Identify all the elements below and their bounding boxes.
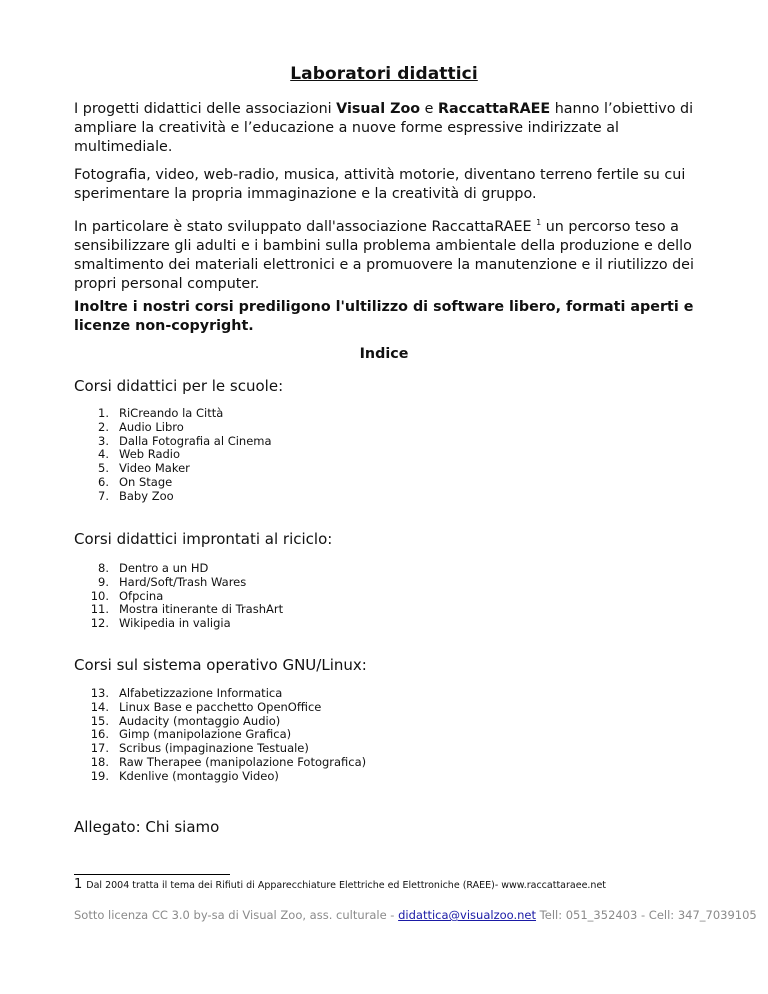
list-item-label: Audacity (montaggio Audio) [119,713,281,728]
index-heading: Indice [359,346,409,362]
list-item-label: Kdenlive (montaggio Video) [119,768,279,783]
list-item [90,741,366,756]
list-item [98,474,272,490]
footnote-text: Dal 2004 tratta il tema dei Rifiuti di Apparecchiature Elettriche ed Elettroniche (RAEE)- www.raccattaraee.net [86,880,607,891]
list-item-number: 19. [90,768,109,783]
list-item-number: 18. [90,754,109,769]
list-item-label: On Stage [119,474,173,489]
list-item-label: Linux Base e pacchetto OpenOffice [119,699,322,714]
course-list-linux [90,686,367,784]
raccattaraee-name: RaccattaRAEE [438,101,551,117]
list-item-number: 2. [98,419,109,434]
intro-3-text-a: In particolare è stato sviluppato dall'associazione RaccattaRAEE [74,219,537,235]
list-item-number: 11. [90,602,109,617]
list-item [98,461,272,476]
list-item-number: 8. [98,561,109,575]
footnote-ref: 1 [536,218,542,227]
visual-zoo-name: Visual Zoo [336,101,421,117]
intro-paragraph-2: Fotografia, video, web-radio, musica, attività motorie, diventano terreno fertile su cui sperimentare la propria immaginazione e la creatività di gruppo. [74,167,686,202]
list-item-label: Video Maker [119,461,190,476]
list-item [90,699,366,715]
list-item [90,727,366,742]
list-item-number: 6. [98,474,109,489]
list-item-number: 13. [90,686,109,700]
list-item [98,488,272,504]
list-item-label: Gimp (manipolazione Grafica) [119,727,292,742]
list-item-number: 14. [90,699,109,714]
list-item-label: Web Radio [119,447,181,462]
course-list-scuole [98,406,272,504]
list-item-number: 1. [98,406,109,420]
list-item-label: Dalla Fotografia al Cinema [119,433,272,448]
list-item-label: Dentro a un HD [119,561,209,575]
footnote [74,876,606,895]
list-item-number: 10. [90,588,109,603]
intro-1-text-b: e [420,101,438,117]
list-item [90,616,283,631]
list-item-number: 12. [90,616,109,631]
list-item-number: 5. [98,461,109,476]
list-item [98,574,283,590]
list-item-number: 4. [98,447,109,462]
list-item [90,713,366,729]
list-item [90,686,366,701]
list-item-number: 15. [90,713,109,728]
list-item [98,561,283,576]
footer-license-text: Sotto licenza CC 3.0 by-sa di Visual Zoo, ass. culturale - [74,908,399,922]
list-item-number: 3. [98,433,109,448]
footnote-number: 1 [74,877,83,892]
list-item-label: Ofpcina [119,588,164,603]
course-list-riciclo [90,561,284,631]
list-item [90,754,367,770]
intro-paragraph-1 [74,100,694,157]
list-item-label: Raw Therapee (manipolazione Fotografica) [119,754,367,769]
list-item [90,588,283,604]
intro-paragraph-3 [74,213,694,294]
list-item-label: Scribus (impaginazione Testuale) [119,741,309,756]
list-item-label: Baby Zoo [119,488,174,503]
list-item [90,768,366,784]
list-item-number: 17. [90,741,109,756]
list-item-label: RiCreando la Città [119,406,224,420]
intro-1-text-a: I progetti didattici delle associazioni [74,101,337,117]
page-title: Laboratori didattici [290,64,478,84]
list-item [98,447,272,462]
intro-paragraph-4: Inoltre i nostri corsi prediligono l'ultilizzo di software libero, formati aperti e licenze non-copyright. [74,299,694,334]
list-item-label: Alfabetizzazione Informatica [119,686,283,700]
intro-1-text-c: hanno l’obiettivo di ampliare la creatività e l’educazione a nuove forme espressive indirizzate al multimediale. [74,101,694,155]
list-item-label: Wikipedia in valigia [119,616,231,631]
section-title-riciclo: Corsi didattici improntati al riciclo: [74,530,333,548]
list-item-number: 9. [98,574,109,589]
email-link[interactable]: didattica@visualzoo.net [398,908,537,922]
list-item [98,419,272,435]
intro-3-text-b: un percorso teso a sensibilizzare gli adulti e i bambini sulla problema ambientale della produzione e dello smaltimento dei materiali elettronici e a promuovere la manutenzione e il riutilizzo dei propri personal computer. [74,219,694,292]
footer-contacts: Tell: 051_352403 - Cell: 347_7039105 [536,908,757,922]
list-item-number: 16. [90,727,109,742]
list-item [98,406,272,421]
list-item-label: Hard/Soft/Trash Wares [119,574,247,589]
list-item [98,433,272,449]
list-item-label: Audio Libro [119,419,184,434]
section-title-scuole: Corsi didattici per le scuole: [74,377,284,395]
allegato-link: Allegato: Chi siamo [74,818,220,836]
section-title-linux: Corsi sul sistema operativo GNU/Linux: [74,656,367,674]
list-item [90,602,284,617]
footnote-separator [74,874,230,875]
list-item-label: Mostra itinerante di TrashArt [119,602,284,617]
page-footer [74,908,757,922]
list-item-number: 7. [98,488,109,503]
